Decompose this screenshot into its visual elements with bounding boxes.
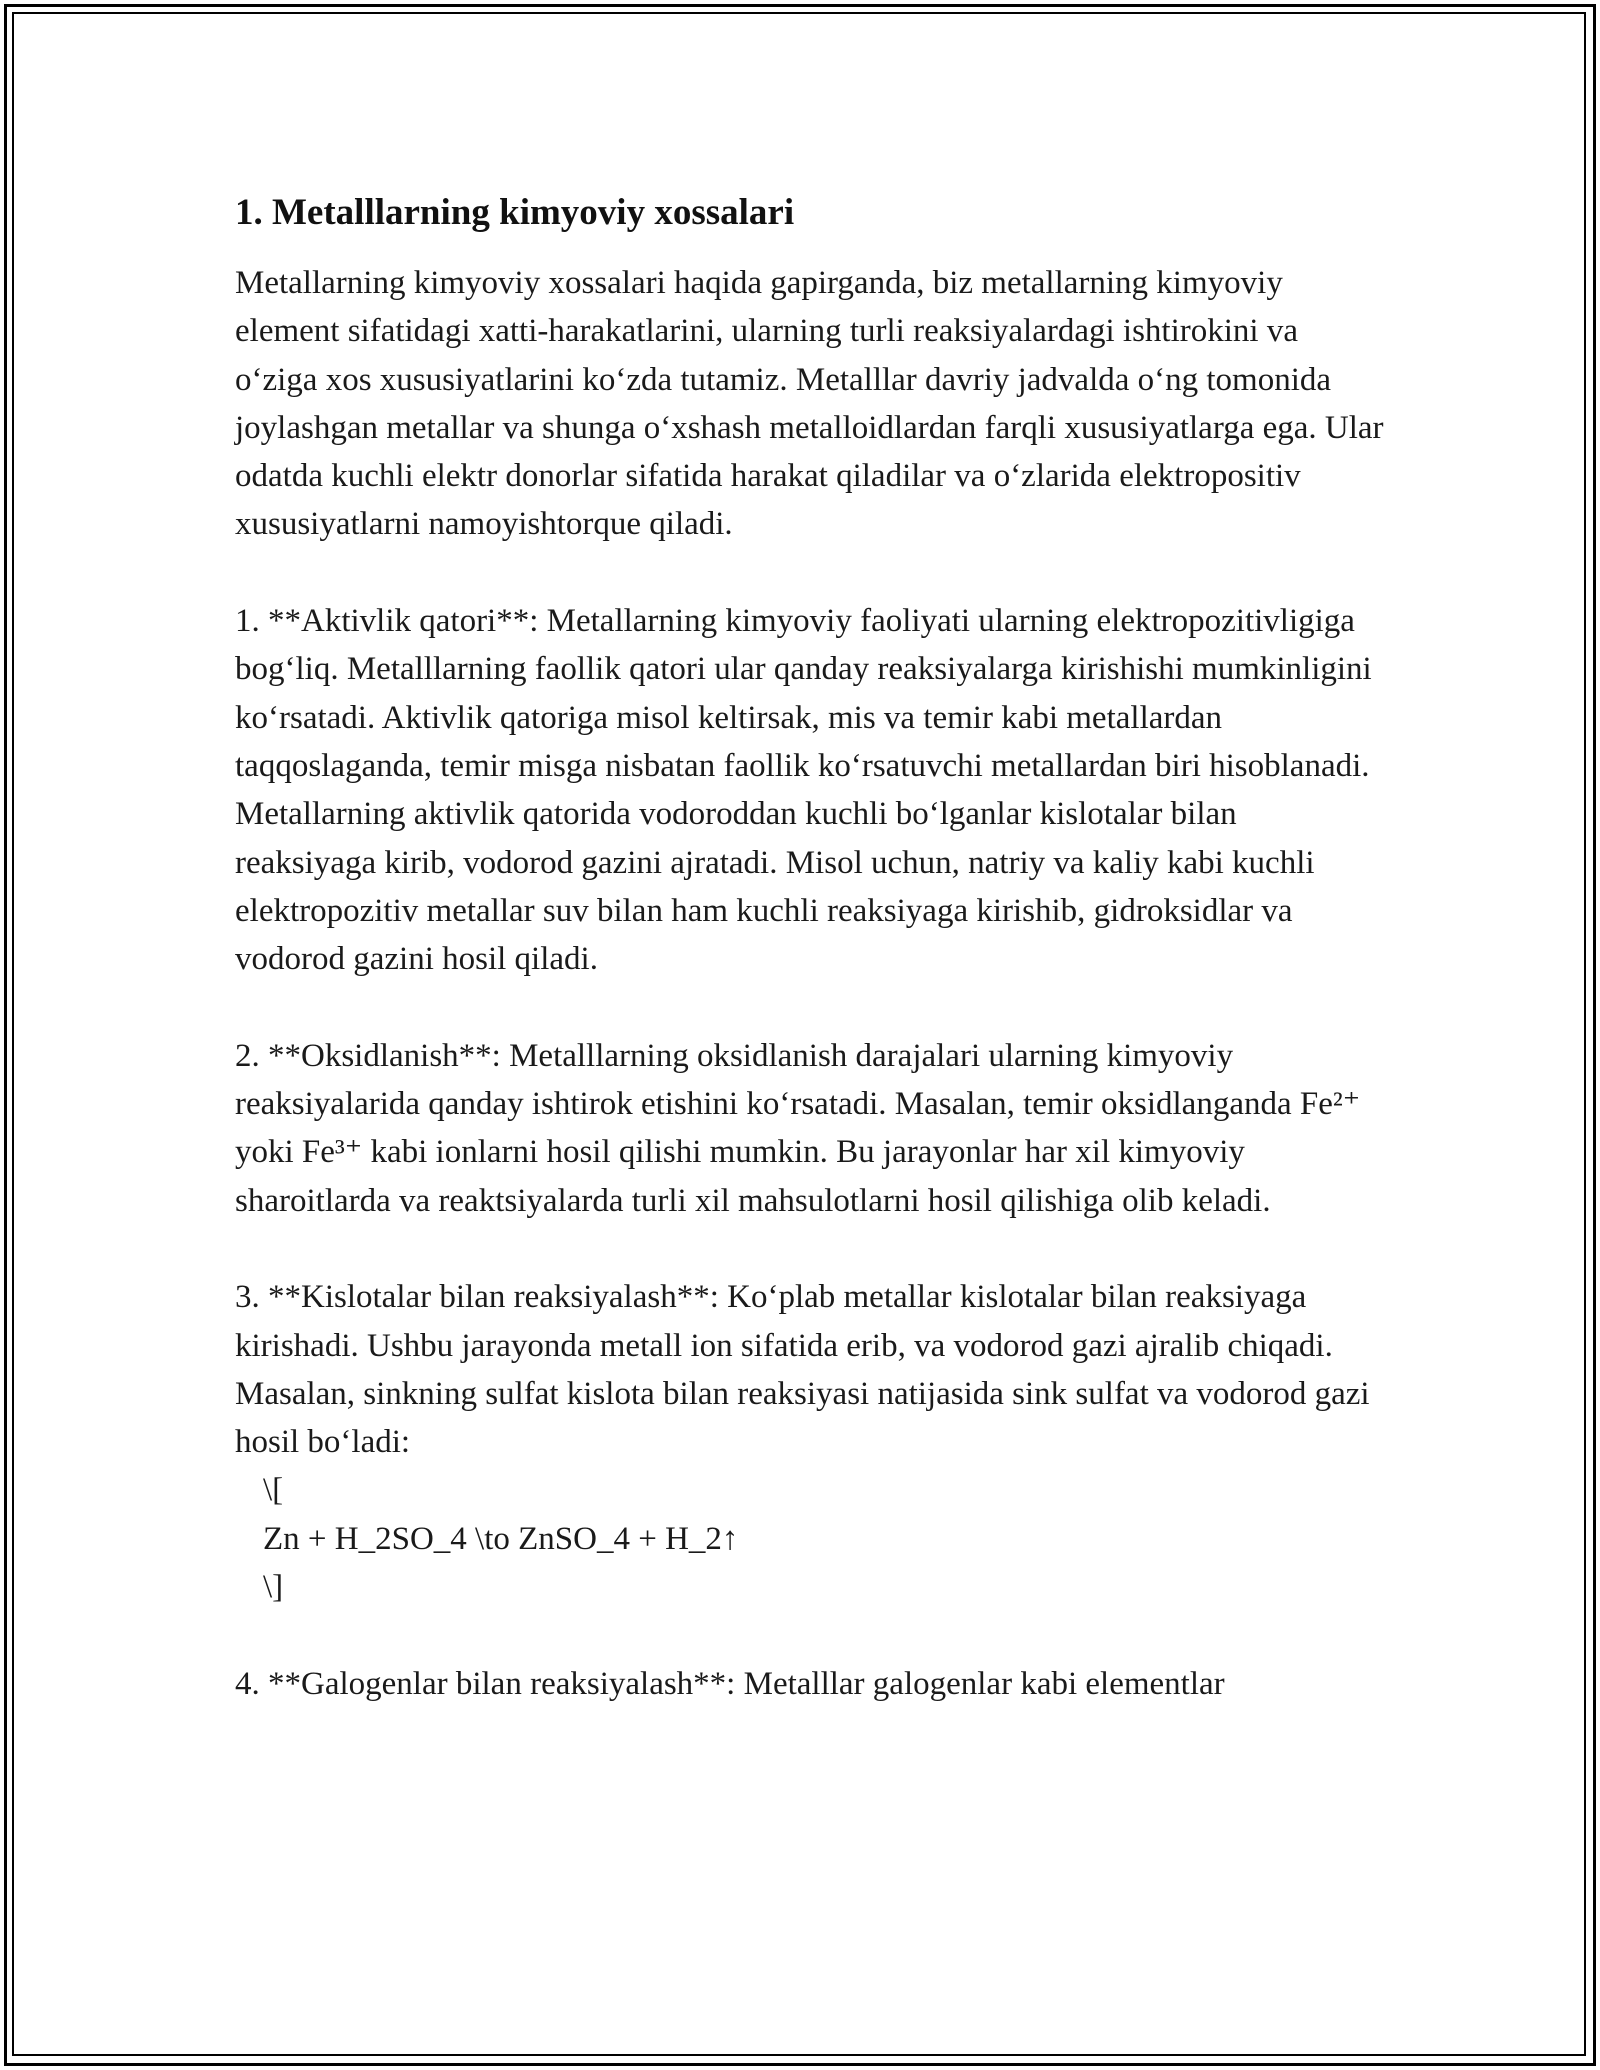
formula-close: \] bbox=[263, 1569, 284, 1606]
list-item-acid-reaction: 3. **Kislotalar bilan reaksiyalash**: Ko‘plab metallar kislotalar bilan reaksiyaga kirishadi. Ushbu jarayonda metall ion sifatida erib, va vodorod gazi ajralib chiqadi. Masalan, sinkning sulfat kislota bilan reaksiyasi natijasida sink sulfat va vodorod gazi hosil bo‘ladi: bbox=[235, 1279, 1378, 1461]
formula-open: \[ bbox=[263, 1472, 284, 1509]
list-item-activity-series: 1. **Aktivlik qatori**: Metallarning kimyoviy faoliyati ularning elektropozitivligiga bog‘liq. Metalllarning faollik qatori ular qanday reaksiyalarga kirishishi mumkinligini ko‘rsatadi. Aktivlik qatoriga misol keltirsak, mis va temir kabi metallardan taqqoslaganda, temir misga nisbatan faollik ko‘rsatuvchi metallardan biri hisoblanadi. Metallarning aktivlik qatorida vodoroddan kuchli bo‘lganlar kislotalar bilan reaksiyaga kirib, vodorod gazini ajratadi. Misol uchun, natriy va kaliy kabi kuchli elektropozitiv metallar suv bilan ham kuchli reaksiyaga kirishib, gidroksidlar va vodorod gazini hosil qiladi. bbox=[235, 603, 1380, 978]
paragraph-spacer bbox=[235, 549, 1385, 597]
list-item-halogen-reaction: 4. **Galogenlar bilan reaksiyalash**: Metalllar galogenlar kabi elementlar bbox=[235, 1665, 1225, 1702]
list-item-oxidation: 2. **Oksidlanish**: Metalllarning oksidlanish darajalari ularning kimyoviy reaksiyalarida qanday ishtirok etishini ko‘rsatadi. Masalan, temir oksidlanganda Fe²⁺ yoki Fe³⁺ kabi ionlarni hosil qilishi mumkin. Bu jarayonlar har xil kimyoviy sharoitlarda va reaktsiyalarda turli xil mahsulotlarni hosil qilishiga olib keladi. bbox=[235, 1037, 1369, 1219]
paragraph-spacer bbox=[235, 1225, 1385, 1273]
document-body bbox=[235, 185, 1392, 1708]
intro-paragraph: Metallarning kimyoviy xossalari haqida gapirganda, biz metallarning kimyoviy element sifatidagi xatti-harakatlarini, ularning turli reaksiyalardagi ishtirokini va o‘ziga xos xususiyatlarini ko‘zda tutamiz. Metalllar davriy jadvalda o‘ng tomonida joylashgan metallar va shunga o‘xshash metalloidlardan farqli xususiyatlarga ega. Ular odatda kuchli elektr donorlar sifatida harakat qiladilar va o‘zlarida elektropositiv xususiyatlarni namoyishtorque qiladi. bbox=[235, 265, 1392, 543]
formula-equation: Zn + H_2SO_4 \to ZnSO_4 + H_2↑ bbox=[263, 1520, 739, 1557]
paragraph-spacer bbox=[235, 1611, 1385, 1659]
paragraph-spacer bbox=[235, 983, 1385, 1031]
section-heading: 1. Metalllarning kimyoviy xossalari bbox=[235, 192, 795, 233]
